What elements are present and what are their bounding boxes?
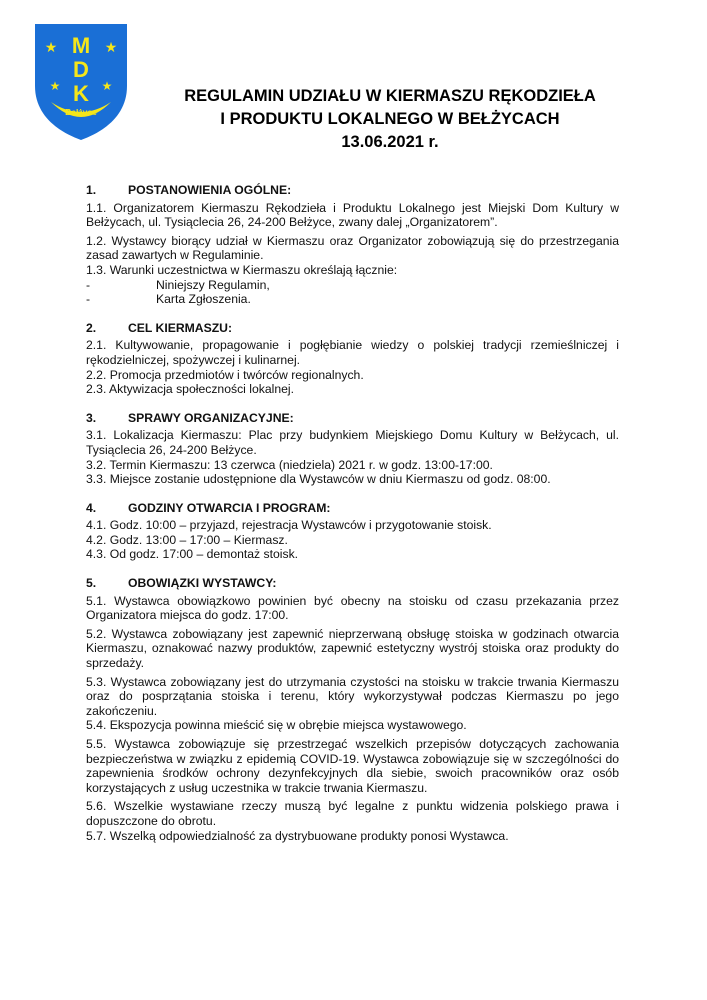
paragraph-1-2: 1.2. Wystawcy biorący udział w Kiermaszu oraz Organizator zobowiązują się do przestrzegania zasad zawartych w Regulaminie. [86,233,619,263]
regulations-body [86,183,619,843]
section-2-heading: 2. CEL KIERMASZU: [86,320,233,335]
section-4-heading: 4. GODZINY OTWARCIA I PROGRAM: [86,500,331,515]
logo-star-right: ★ [104,40,118,56]
logo-letter-k: K [73,81,89,106]
paragraph-1-3: 1.3. Warunki uczestnictwa w Kiermaszu określają łącznie: [86,262,398,277]
document-title [140,85,640,154]
paragraph-3-3: 3.3. Miejsce zostanie udostępnione dla Wystawców w dniu Kiermaszu od godz. 08:00. [86,472,551,487]
title-line-1: REGULAMIN UDZIAŁU W KIERMASZU RĘKODZIEŁA [184,87,596,105]
section-5-heading: 5. OBOWIĄZKI WYSTAWCY: [86,576,277,591]
section-1-heading: 1. POSTANOWIENIA OGÓLNE: [86,183,292,197]
paragraph-5-2: 5.2. Wystawca zobowiązany jest zapewnić nieprzerwaną obsługę stoiska w godzinach otwarcia Kiermaszu, oznakować nazwy produktów, zapewnić estetyczny wystrój stoiska oraz produkty do sprzedaży. [86,626,619,671]
logo-star-left: ★ [44,40,58,56]
logo-star-bottom-right: ★ [101,79,113,93]
paragraph-5-3: 5.3. Wystawca zobowiązany jest do utrzymania czystości na stoisku w trakcie trwania Kiermaszu oraz do posprzątania stoiska i terenu, który wykorzystywał podczas Kiermaszu po jego zakończeniu. [86,674,619,718]
list-item: - Karta Zgłoszenia. [86,292,251,307]
paragraph-5-5: 5.5. Wystawca zobowiązuje się przestrzegać wszelkich przepisów dotyczących zachowania bezpieczeństwa w związku z epidemią COVID-19. Wystawca zobowiązuje się w szczególności do zapewnienia środków ochrony dezynfekcyjnych dla siebie, swoich pracowników oraz osób korzystających z usług uczestnika w trakcie trwania Kiermaszu. [86,737,619,795]
paragraph-3-1: 3.1. Lokalizacja Kiermaszu: Plac przy budynkiem Miejskiego Domu Kultury w Bełżycach, ul. Tysiąclecia 26, 24-200 Bełżyce. [86,428,619,457]
paragraph-2-1: 2.1. Kultywowanie, propagowanie i pogłębianie wiedzy o polskiej tradycji rzemieślniczej i rękodzielniczej, spożywczej i kulinarnej. [86,338,619,367]
logo-letter-m: M [71,33,91,58]
title-line-2: I PRODUKTU LOKALNEGO W BEŁŻYCACH [220,110,560,128]
paragraph-2-2: 2.2. Promocja przedmiotów i twórców regionalnych. [86,367,364,382]
list-item: - Niniejszy Regulamin, [86,277,270,292]
paragraph-5-7: 5.7. Wszelką odpowiedzialność za dystrybuowane produkty ponosi Wystawca. [86,828,509,843]
mdk-logo [33,22,129,142]
paragraph-5-1: 5.1. Wystawca obowiązkowo powinien być obecny na stoisku od czasu przekazania przez Organizatora miejsca do godz. 17:00. [86,593,619,623]
paragraph-3-2: 3.2. Termin Kiermaszu: 13 czerwca (niedziela) 2021 r. w godz. 13:00-17:00. [86,457,493,472]
paragraph-5-4: 5.4. Ekspozycja powinna mieścić się w obrębie miejsca wystawowego. [86,718,467,733]
paragraph-4-1: 4.1. Godz. 10:00 – przyjazd, rejestracja Wystawców i przygotowanie stoisk. [86,518,492,533]
section-3-heading: 3. SPRAWY ORGANIZACYJNE: [86,410,294,425]
paragraph-4-3: 4.3. Od godz. 17:00 – demontaż stoisk. [86,547,299,562]
paragraph-2-3: 2.3. Aktywizacja społeczności lokalnej. [86,382,294,397]
logo-town: Bełżyce [65,107,97,117]
logo-star-bottom-left: ★ [49,79,61,93]
title-date: 13.06.2021 r. [341,133,439,151]
paragraph-4-2: 4.2. Godz. 13:00 – 17:00 – Kiermasz. [86,532,288,547]
logo-letter-d: D [73,57,89,82]
paragraph-1-1: 1.1. Organizatorem Kiermaszu Rękodzieła i Produktu Lokalnego jest Miejski Dom Kultury w Bełżycach, ul. Tysiąclecia 26, 24-200 Bełżyce, zwany dalej „Organizatorem”. [86,200,619,230]
paragraph-5-6: 5.6. Wszelkie wystawiane rzeczy muszą być legalne z punktu widzenia polskiego prawa i dopuszczone do obrotu. [86,799,619,828]
